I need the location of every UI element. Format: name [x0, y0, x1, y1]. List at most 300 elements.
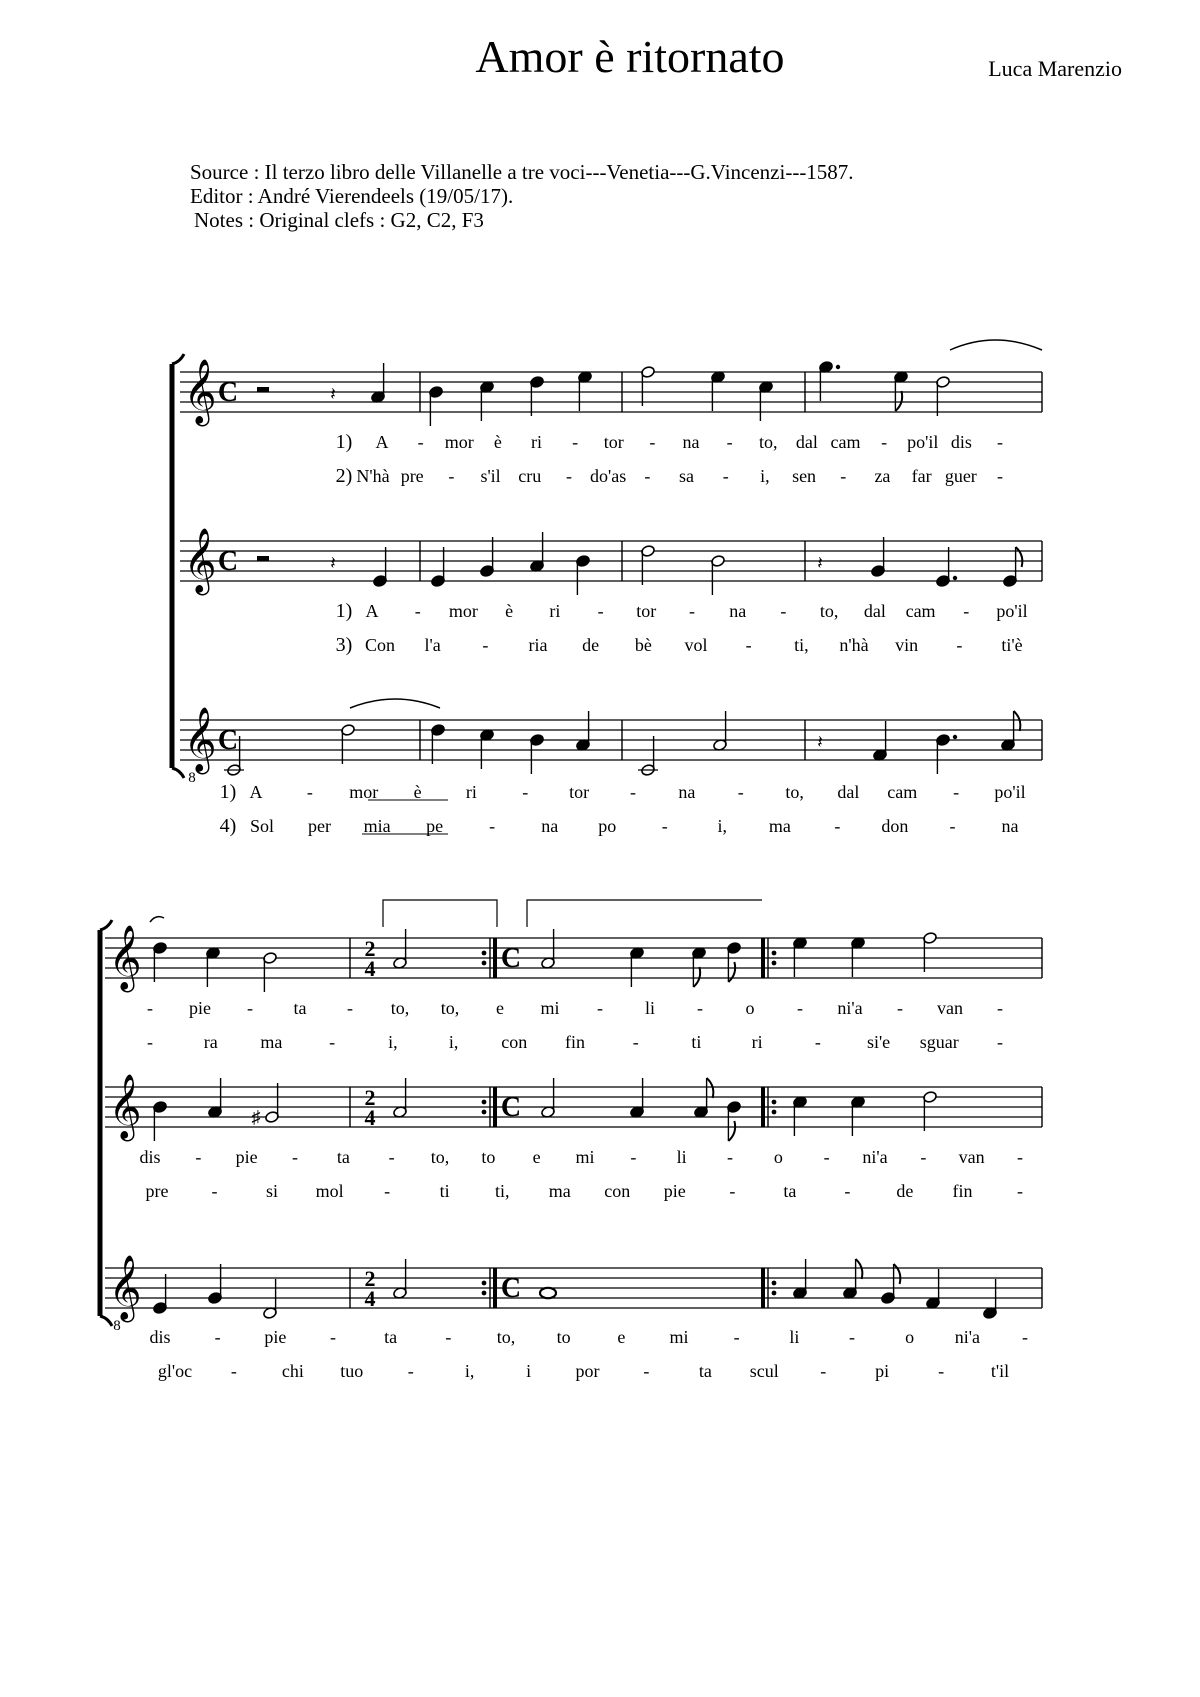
lyric-hyphen: -	[920, 1147, 927, 1167]
lyric-syllable: pie	[189, 998, 211, 1018]
lyric-hyphen: -	[997, 998, 1003, 1018]
note	[630, 1078, 645, 1118]
lyric-syllable: po'il	[994, 782, 1026, 802]
lyric-hyphen: -	[644, 466, 651, 486]
lyric-syllable: A	[249, 782, 263, 802]
note	[843, 1259, 863, 1299]
lyric-syllable: dal	[837, 782, 860, 802]
lyric-hyphen: -	[384, 1181, 391, 1201]
lyric-hyphen: -	[1017, 1181, 1023, 1201]
lyric-hyphen: -	[997, 1032, 1003, 1052]
note	[265, 1083, 280, 1123]
lyric-syllable: ta	[698, 1361, 712, 1381]
note	[541, 929, 556, 969]
note	[727, 942, 742, 982]
lyric-syllable: ma	[548, 1181, 571, 1201]
volta-bracket-1	[383, 900, 497, 927]
lyric-syllable: ti	[439, 1181, 450, 1201]
common-time-sign: C	[500, 1273, 522, 1304]
lyric-syllable: ti'è	[1001, 635, 1023, 655]
lyric-hyphen: -	[572, 432, 579, 452]
lyric-syllable: na	[541, 816, 559, 836]
note	[373, 547, 388, 587]
verse-number: 3)	[335, 634, 353, 656]
common-time-sign: C	[500, 1092, 522, 1123]
common-time-sign: C	[500, 943, 522, 974]
lyric-syllable: pie	[264, 1327, 287, 1347]
quarter-rest: 𝄽	[330, 553, 336, 573]
lyric-syllable: o	[745, 998, 755, 1018]
clefs-note: Notes : Original clefs : G2, C2, F3	[194, 208, 484, 232]
lyric-syllable: pe	[426, 816, 444, 836]
flag	[728, 1121, 735, 1141]
lyric-syllable: ni'a	[954, 1327, 980, 1347]
lyric-hyphen: -	[1017, 1147, 1023, 1167]
treble-clef-icon: 𝄞	[108, 925, 142, 990]
note	[793, 1096, 808, 1136]
lyric-hyphen: -	[649, 432, 656, 452]
repeat-dot	[482, 1291, 487, 1296]
lyric-hyphen: -	[597, 601, 604, 621]
lyric-hyphen: -	[733, 1327, 740, 1347]
note	[727, 1101, 742, 1141]
lyric-syllable: ta	[293, 998, 307, 1018]
lyric-syllable: si	[266, 1181, 279, 1201]
lyric-syllable: to,	[758, 432, 778, 452]
note	[341, 724, 356, 764]
note	[692, 947, 707, 987]
lyric-hyphen: -	[407, 1361, 414, 1381]
lyric-syllable: do'as	[590, 466, 627, 486]
lyric-syllable: pre	[400, 466, 424, 486]
lyric-hyphen: -	[840, 466, 847, 486]
lyric-syllable: fin	[952, 1181, 973, 1201]
lyric-syllable: i,	[388, 1032, 398, 1052]
lyric-hyphen: -	[630, 1147, 637, 1167]
lyric-syllable: pie	[235, 1147, 258, 1167]
lyric-syllable: to,	[390, 998, 410, 1018]
lyric-hyphen: -	[881, 432, 888, 452]
lyric-syllable: n'hà	[839, 635, 869, 655]
lyric-hyphen: -	[565, 466, 572, 486]
note	[630, 947, 645, 987]
lyric-syllable: to,	[496, 1327, 516, 1347]
lyric-syllable: dal	[795, 432, 818, 452]
repeat-dot	[772, 951, 777, 956]
quarter-rest: 𝄽	[817, 732, 823, 752]
note	[393, 929, 408, 969]
lyric-syllable: dis	[149, 1327, 171, 1347]
dot	[836, 365, 840, 369]
note	[431, 547, 446, 587]
common-time-sign: C	[217, 546, 239, 577]
whole-note	[540, 1288, 556, 1298]
common-time-sign: C	[217, 725, 239, 756]
tie	[350, 699, 440, 708]
lyric-syllable: t'il	[990, 1361, 1010, 1381]
lyric-syllable: l'a	[424, 635, 441, 655]
lyric-hyphen: -	[745, 635, 752, 655]
flag	[707, 1078, 714, 1098]
lyric-syllable: cam	[887, 782, 918, 802]
note	[936, 376, 951, 416]
note	[851, 1096, 866, 1136]
lyric-syllable: na	[678, 782, 696, 802]
lyric-syllable: chi	[281, 1361, 304, 1381]
lyric-syllable: sguar	[919, 1032, 959, 1052]
verse-number: 1)	[335, 600, 353, 622]
flag	[728, 962, 735, 982]
treble-clef-icon: 𝄞	[183, 359, 217, 424]
note	[711, 555, 726, 595]
lyric-syllable: scul	[749, 1361, 779, 1381]
octave-mark: 8	[188, 770, 196, 786]
lyric-syllable: è	[413, 782, 422, 802]
lyric-hyphen: -	[306, 782, 313, 802]
time-numerator: 2	[364, 1085, 376, 1110]
lyric-syllable: Sol	[249, 816, 275, 836]
lyric-hyphen: -	[897, 998, 903, 1018]
note	[263, 1279, 278, 1319]
note	[530, 734, 545, 774]
note	[871, 537, 886, 577]
lyric-syllable: vol	[684, 635, 708, 655]
lyric-syllable: por	[575, 1361, 600, 1381]
time-numerator: 2	[364, 1266, 376, 1291]
lyric-syllable: po'il	[907, 432, 939, 452]
lyric-hyphen: -	[643, 1361, 650, 1381]
lyric-syllable: to,	[785, 782, 804, 802]
lyric-syllable: to,	[819, 601, 839, 621]
lyric-syllable: ria	[528, 635, 548, 655]
lyric-syllable: mi	[575, 1147, 595, 1167]
lyric-syllable: ta	[783, 1181, 797, 1201]
repeat-dot	[482, 1281, 487, 1286]
lyric-syllable: con	[501, 1032, 528, 1052]
note	[923, 932, 938, 972]
tie	[950, 340, 1042, 350]
lyric-syllable: mol	[315, 1181, 344, 1201]
lyric-hyphen: -	[388, 1147, 395, 1167]
treble-clef-icon: 𝄞	[183, 528, 217, 593]
lyric-hyphen: -	[820, 1361, 827, 1381]
note	[480, 729, 495, 769]
note	[393, 1078, 408, 1118]
lyric-syllable: A	[375, 432, 389, 452]
lyric-syllable: bè	[634, 635, 652, 655]
lyric-syllable: sen	[792, 466, 817, 486]
verse-number: 4)	[219, 815, 237, 837]
note	[530, 376, 545, 416]
lyric-hyphen: -	[211, 1181, 218, 1201]
lyric-syllable: po	[598, 816, 617, 836]
source-note: Source : Il terzo libro delle Villanelle a tre voci---Venetia---G.Vincenzi---1587.	[190, 160, 854, 184]
note	[576, 555, 591, 595]
repeat-dot	[772, 961, 777, 966]
lyric-syllable: ti	[691, 1032, 702, 1052]
note	[576, 711, 591, 751]
lyric-hyphen: -	[522, 782, 529, 802]
lyric-hyphen: -	[482, 635, 489, 655]
lyric-syllable: mi	[540, 998, 560, 1018]
lyric-syllable: A	[365, 601, 379, 621]
lyric-syllable: è	[493, 432, 502, 452]
lyric-syllable: s'il	[480, 466, 501, 486]
repeat-dot	[482, 951, 487, 956]
lyric-hyphen: -	[414, 601, 421, 621]
lyric-syllable: Con	[364, 635, 396, 655]
lyric-syllable: i,	[717, 816, 728, 836]
note	[578, 371, 593, 411]
lyric-syllable: fin	[565, 1032, 585, 1052]
lyric-hyphen: -	[844, 1181, 851, 1201]
lyric-syllable: tuo	[340, 1361, 364, 1381]
lyric-syllable: ma	[768, 816, 791, 836]
flag	[693, 967, 700, 987]
flag	[856, 1259, 863, 1279]
time-numerator: 2	[364, 936, 376, 961]
note	[153, 1101, 168, 1141]
verse-number: 1)	[219, 781, 237, 803]
lyric-syllable: o	[905, 1327, 915, 1347]
lyric-hyphen: -	[632, 1032, 639, 1052]
lyric-hyphen: -	[938, 1361, 945, 1381]
lyric-hyphen: -	[1022, 1327, 1028, 1347]
lyric-syllable: e	[617, 1327, 626, 1347]
composer-name: Luca Marenzio	[988, 56, 1122, 81]
lyric-hyphen: -	[597, 998, 603, 1018]
lyric-syllable: o	[773, 1147, 783, 1167]
lyric-syllable: li	[644, 998, 656, 1018]
lyric-hyphen: -	[445, 1327, 452, 1347]
note	[208, 1264, 223, 1304]
lyric-syllable: de	[896, 1181, 914, 1201]
note	[371, 363, 386, 403]
time-denominator: 4	[364, 1286, 376, 1311]
lyric-syllable: guer	[944, 466, 977, 486]
lyric-hyphen: -	[489, 816, 496, 836]
lyric-syllable: ri	[549, 601, 561, 621]
time-denominator: 4	[364, 1105, 376, 1130]
half-rest	[257, 556, 269, 561]
dot	[953, 735, 957, 739]
lyric-hyphen: -	[953, 782, 960, 802]
lyric-syllable: i,	[760, 466, 770, 486]
lyric-hyphen: -	[417, 432, 424, 452]
note	[923, 1091, 938, 1131]
lyric-syllable: sa	[679, 466, 694, 486]
lyric-syllable: ta	[384, 1327, 398, 1347]
lyric-hyphen: -	[727, 1147, 733, 1167]
lyric-hyphen: -	[722, 466, 729, 486]
lyric-hyphen: -	[997, 432, 1003, 452]
note	[263, 952, 278, 992]
lyric-syllable: mor	[349, 782, 379, 802]
lyric-hyphen: -	[726, 432, 733, 452]
octave-mark: 8	[113, 1318, 121, 1334]
note	[926, 1269, 941, 1309]
lyric-hyphen: -	[849, 1327, 855, 1347]
lyric-syllable: mor	[448, 601, 478, 621]
flag	[894, 1264, 901, 1284]
lyric-syllable: ni'a	[862, 1147, 888, 1167]
lyric-hyphen: -	[697, 998, 703, 1018]
volta-bracket-2	[527, 900, 762, 927]
lyric-syllable: e	[496, 998, 504, 1018]
lyric-syllable: ti,	[494, 1181, 510, 1201]
lyric-syllable: ri	[751, 1032, 763, 1052]
note	[713, 711, 728, 751]
treble-clef-icon: 𝄞	[183, 707, 217, 772]
lyric-hyphen: -	[247, 998, 253, 1018]
lyric-syllable: i,	[448, 1032, 459, 1052]
note	[793, 1259, 808, 1299]
lyric-syllable: to,	[440, 998, 460, 1018]
lyric-syllable: cam	[830, 432, 861, 452]
quarter-rest: 𝄽	[330, 384, 336, 404]
note	[711, 371, 726, 411]
note	[638, 736, 658, 776]
lyric-syllable: dal	[863, 601, 886, 621]
note	[793, 937, 808, 977]
lyric-syllable: mi	[669, 1327, 689, 1347]
lyric-hyphen: -	[956, 635, 963, 655]
lyric-syllable: pre	[145, 1181, 169, 1201]
lyric-syllable: pie	[663, 1181, 686, 1201]
flag	[1016, 547, 1023, 567]
lyric-syllable: cam	[905, 601, 936, 621]
lyric-syllable: van	[937, 998, 963, 1018]
lyric-hyphen: -	[823, 1147, 830, 1167]
flag	[895, 391, 902, 411]
lyric-syllable: far	[911, 466, 932, 486]
lyric-syllable: don	[881, 816, 909, 836]
lyric-syllable: dis	[950, 432, 972, 452]
note	[641, 366, 656, 406]
lyric-hyphen: -	[949, 816, 956, 836]
lyric-hyphen: -	[729, 1181, 736, 1201]
lyric-hyphen: -	[147, 998, 153, 1018]
lyric-hyphen: -	[347, 998, 353, 1018]
quarter-rest: 𝄽	[817, 553, 823, 573]
lyric-hyphen: -	[292, 1147, 298, 1167]
dot	[953, 576, 957, 580]
repeat-dot	[482, 961, 487, 966]
lyric-syllable: na	[1001, 816, 1019, 836]
lyric-hyphen: -	[214, 1327, 221, 1347]
lyric-syllable: i	[526, 1361, 532, 1381]
lyric-syllable: to,	[430, 1147, 450, 1167]
lyric-syllable: vin	[895, 635, 919, 655]
lyric-syllable: gl'oc	[157, 1361, 193, 1381]
note	[153, 1274, 168, 1314]
common-time-sign: C	[217, 377, 239, 408]
lyric-syllable: to	[481, 1147, 496, 1167]
lyric-syllable: po'il	[996, 601, 1028, 621]
note	[819, 361, 841, 401]
lyric-hyphen: -	[834, 816, 841, 836]
lyric-hyphen: -	[661, 816, 668, 836]
lyric-syllable: e	[532, 1147, 541, 1167]
lyric-syllable: ni'a	[837, 998, 863, 1018]
note	[541, 1078, 556, 1118]
lyric-hyphen: -	[814, 1032, 821, 1052]
note	[530, 532, 545, 572]
tie	[150, 917, 164, 922]
flag	[1014, 711, 1021, 731]
lyric-hyphen: -	[630, 782, 636, 802]
lyric-syllable: dis	[139, 1147, 161, 1167]
note	[1001, 711, 1021, 751]
note	[641, 545, 656, 585]
lyric-syllable: to	[556, 1327, 571, 1347]
note	[480, 381, 495, 421]
verse-number: 2)	[335, 465, 353, 487]
repeat-dot	[772, 1100, 777, 1105]
lyric-hyphen: -	[737, 782, 744, 802]
note	[429, 386, 444, 426]
note	[153, 942, 168, 982]
lyric-syllable: li	[676, 1147, 687, 1167]
lyric-syllable: con	[604, 1181, 631, 1201]
lyric-hyphen: -	[147, 1032, 153, 1052]
lyric-syllable: na	[729, 601, 747, 621]
lyric-syllable: tor	[636, 601, 657, 621]
lyric-syllable: ri	[531, 432, 542, 452]
lyric-syllable: è	[505, 601, 514, 621]
lyric-syllable: pi	[875, 1361, 890, 1381]
lyric-syllable: ti,	[794, 635, 809, 655]
lyric-hyphen: -	[329, 1032, 336, 1052]
note	[759, 381, 774, 421]
note	[873, 721, 888, 761]
lyric-hyphen: -	[997, 466, 1003, 486]
lyric-hyphen: -	[797, 998, 803, 1018]
lyric-syllable: mor	[444, 432, 474, 452]
lyric-syllable: cru	[518, 466, 542, 486]
score-title: Amor è ritornato	[475, 31, 785, 82]
note	[206, 947, 221, 987]
lyric-syllable: li	[789, 1327, 800, 1347]
note	[894, 371, 909, 411]
treble-clef-icon: 𝄞	[108, 1074, 142, 1139]
lyric-syllable: mia	[363, 816, 391, 836]
note	[431, 724, 446, 764]
lyric-hyphen: -	[963, 601, 970, 621]
lyric-syllable: ra	[203, 1032, 218, 1052]
lyric-syllable: ma	[260, 1032, 283, 1052]
note	[694, 1078, 714, 1118]
lyric-syllable: ri	[465, 782, 477, 802]
lyric-syllable: si'e	[866, 1032, 891, 1052]
lyric-hyphen: -	[330, 1327, 336, 1347]
lyric-syllable: van	[958, 1147, 985, 1167]
lyric-hyphen: -	[780, 601, 787, 621]
lyric-syllable: per	[308, 816, 332, 836]
lyric-hyphen: -	[230, 1361, 237, 1381]
repeat-dot	[772, 1281, 777, 1286]
lyric-syllable: ta	[336, 1147, 350, 1167]
note	[983, 1279, 998, 1319]
treble-clef-icon: 𝄞	[108, 1255, 142, 1320]
lyric-syllable: na	[682, 432, 700, 452]
lyric-syllable: de	[582, 635, 600, 655]
note	[851, 937, 866, 977]
sharp-sign: ♯	[251, 1107, 261, 1127]
repeat-dot	[772, 1110, 777, 1115]
repeat-dot	[482, 1110, 487, 1115]
lyric-hyphen: -	[195, 1147, 202, 1167]
